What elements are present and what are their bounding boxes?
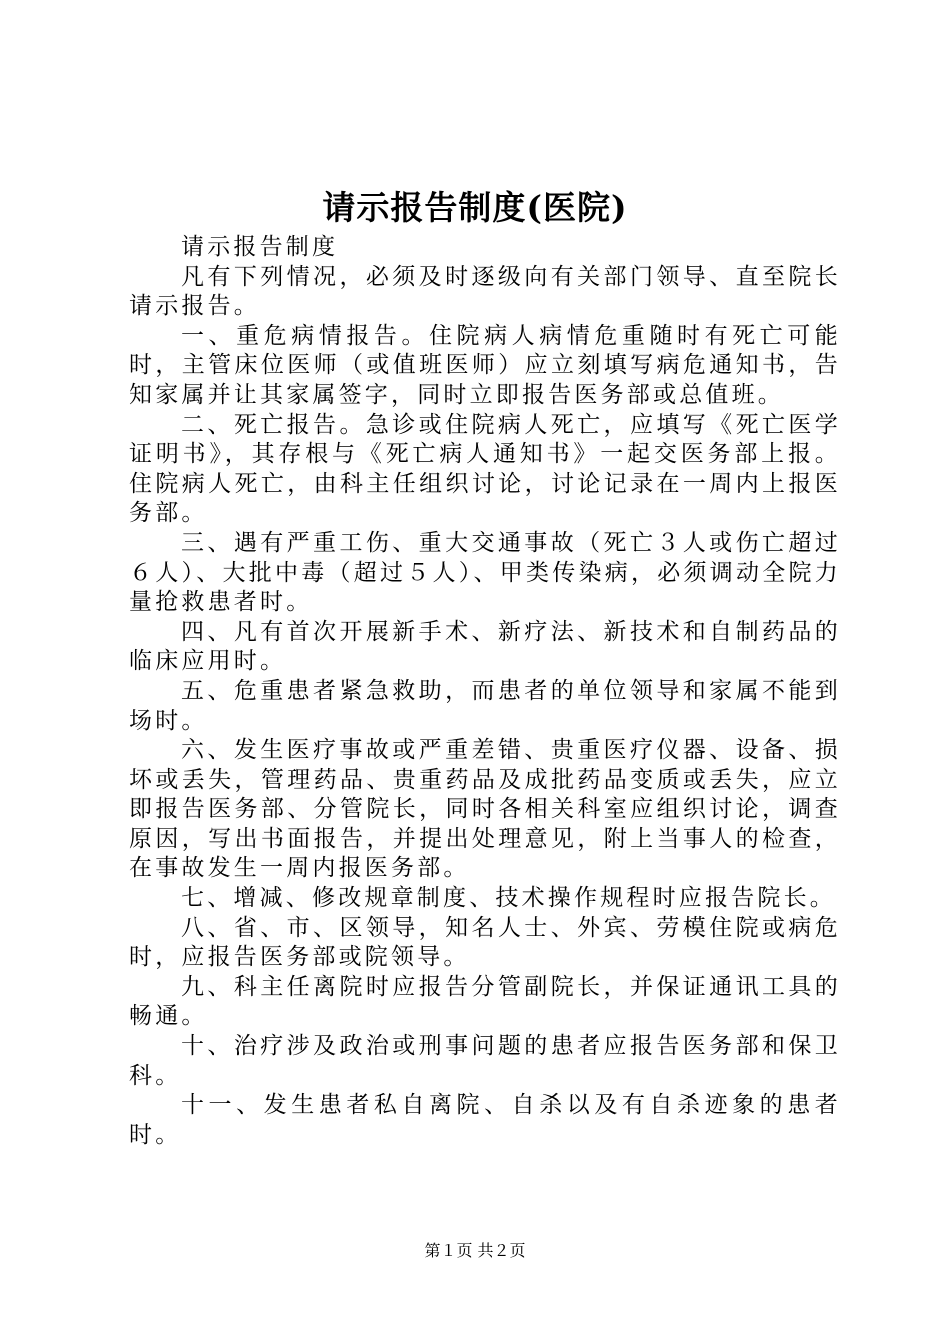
paragraph-item-8: 八、省、市、区领导，知名人士、外宾、劳模住院或病危时，应报告医务部或院领导。 [129, 914, 841, 971]
paragraph-heading: 请示报告制度 [181, 234, 339, 260]
paragraph-item-10: 十、治疗涉及政治或刑事问题的患者应报告医务部和保卫科。 [129, 1033, 841, 1089]
document-title: 请示报告制度(医院) [322, 188, 628, 227]
paragraph-item-4: 四、凡有首次开展新手术、新疗法、新技术和自制药品的临床应用时。 [129, 618, 841, 675]
paragraph-item-6: 六、发生医疗事故或严重差错、贵重医疗仪器、设备、损坏或丢失，管理药品、贵重药品及成批药品变质或丢失，应立即报告医务部、分管院长，同时各相关科室应组织讨论，调查原因，写出书面报告，并提出处理意见，附上当事人的检查，在事故发生一周内报医务部。 [129, 737, 841, 882]
paragraph-item-9: 九、科主任离院时应报告分管副院长，并保证通讯工具的畅通。 [129, 973, 841, 1030]
paragraph-item-5: 五、危重患者紧急救助，而患者的单位领导和家属不能到场时。 [129, 677, 841, 734]
document-body [129, 233, 841, 1150]
page-number-footer: 第１页 共２页 [424, 1241, 526, 1260]
paragraph-item-11: 十一、发生患者私自离院、自杀以及有自杀迹象的患者时。 [129, 1092, 841, 1148]
paragraph-item-3: 三、遇有严重工伤、重大交通事故（死亡３人或伤亡超过６人）、大批中毒（超过５人）、甲类传染病，必须调动全院力量抢救患者时。 [129, 529, 841, 616]
paragraph-item-1: 一、重危病情报告。住院病人病情危重随时有死亡可能时，主管床位医师（或值班医师）应立刻填写病危通知书，告知家属并让其家属签字，同时立即报告医务部或总值班。 [129, 322, 841, 408]
paragraph-item-2: 二、死亡报告。急诊或住院病人死亡，应填写《死亡医学证明书》，其存根与《死亡病人通知书》一起交医务部上报。住院病人死亡，由科主任组织讨论，讨论记录在一周内上报医务部。 [129, 411, 841, 527]
paragraph-intro: 凡有下列情况，必须及时逐级向有关部门领导、直至院长请示报告。 [129, 263, 841, 320]
paragraph-item-7: 七、增减、修改规章制度、技术操作规程时应报告院长。 [181, 885, 836, 912]
